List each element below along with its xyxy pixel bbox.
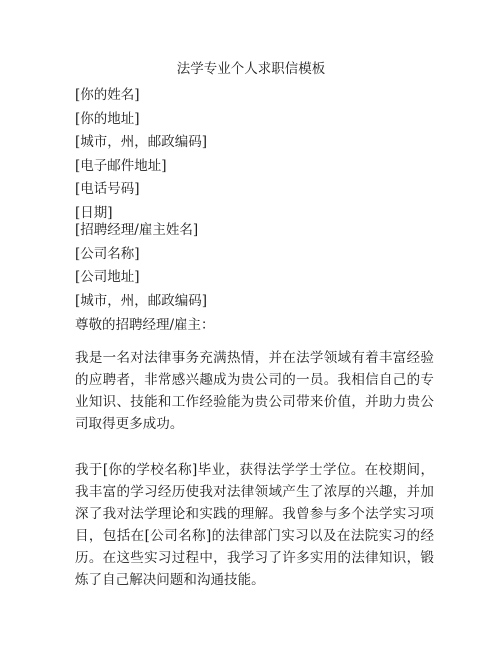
sender-phone: [电话号码]	[75, 181, 140, 197]
recipient-city-state-zip: [城市，州，邮政编码]	[75, 292, 208, 309]
document-title: 法学专业个人求职信模板	[176, 61, 326, 77]
sender-email: [电子邮件地址]	[75, 157, 167, 174]
recipient-info	[75, 219, 433, 313]
sender-city-state-zip: [城市，州，邮政编码]	[75, 134, 208, 150]
sender-address: [你的地址]	[75, 110, 140, 127]
paragraph-intro: 我是一名对法律事务充满热情，并在法学领域有着丰富经验的应聘者，非常感兴趣成为贵公司的一员。我相信自己的专业知识、技能和工作经验能为贵公司带来价值，并助力贵公司取得更多成功。	[75, 350, 434, 432]
sender-name: [你的姓名]	[75, 87, 140, 103]
paragraph-education: 我于[你的学校名称]毕业，获得法学学士学位。在校期间，我丰富的学习经历使我对法律领域产生了浓厚的兴趣，并加深了我对法学理论和实践的理解。我曾参与多个法学实习项目，包括在[公司名称]的法律部门实习以及在法院实习的经历。在这些实习过程中，我学习了许多实用的法律知识，锻炼了自己解决问题和沟通技能。	[75, 462, 434, 588]
recipient-company: [公司名称]	[75, 245, 140, 262]
recipient-name: [招聘经理/雇主姓名]	[75, 222, 199, 238]
letter-date: [日期]	[75, 204, 113, 221]
salutation: 尊敬的招聘经理/雇主：	[75, 317, 215, 333]
sender-info	[75, 84, 433, 225]
recipient-address: [公司地址]	[75, 269, 140, 285]
